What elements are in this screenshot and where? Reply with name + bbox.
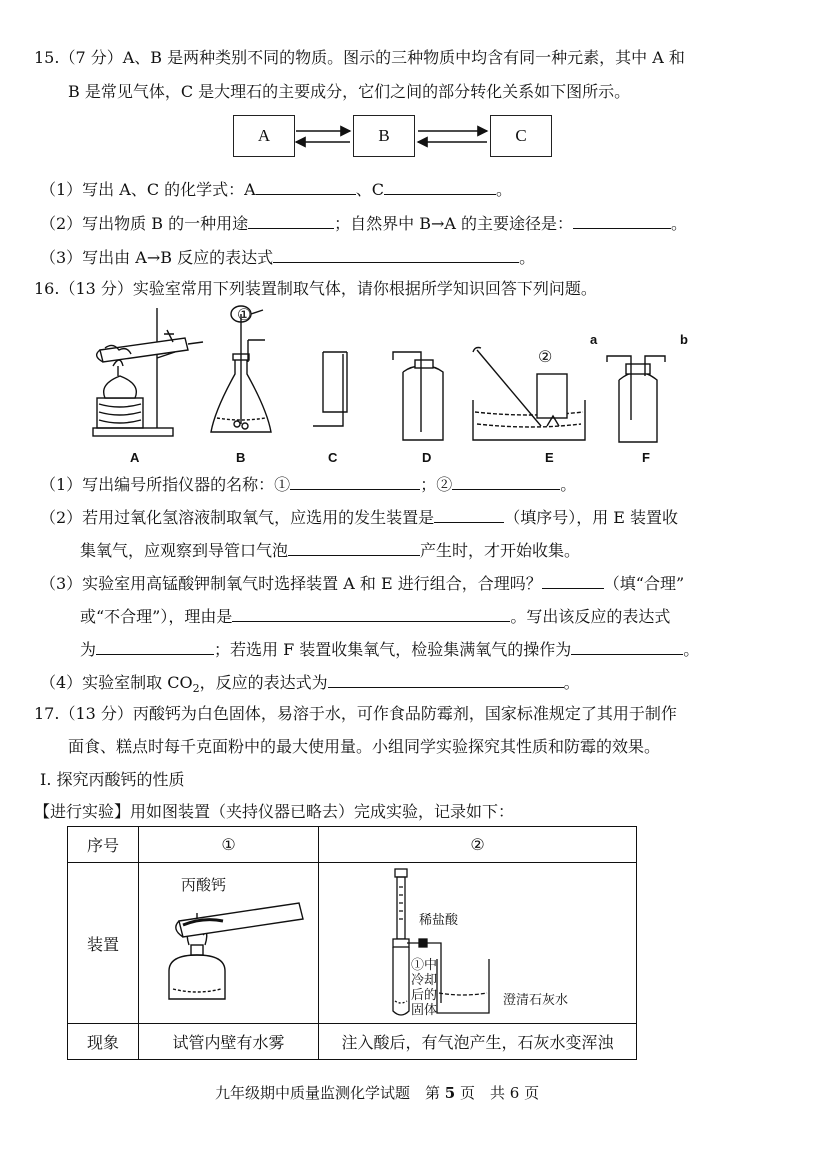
q16-part1: （1）写出编号所指仪器的名称：① ；② 。 — [40, 475, 577, 494]
q16-part3-line1: （3）实验室用高锰酸钾制氧气时选择装置 A 和 E 进行组合，合理吗？ （填“合理” — [40, 574, 685, 593]
port-b-label: b — [680, 332, 688, 347]
q17-stem-line1: 17.（13 分）丙酸钙为白色固体，易溶于水，可作食品防霉剂，国家标准规定了其用于制作 — [34, 704, 677, 723]
q16-part3-line2: 或“不合理”），理由是 。写出该反应的表达式 — [80, 607, 671, 626]
apparatus-c — [313, 352, 347, 426]
q17-experiment-intro: 【进行实验】用如图装置（夹持仪器已略去）完成实验，记录如下： — [34, 802, 515, 821]
fig1-label: 丙酸钙 — [181, 877, 227, 894]
apparatus-label-b: B — [236, 450, 246, 465]
apparatus-label-c: C — [328, 450, 338, 465]
blank-reason[interactable] — [232, 605, 510, 622]
marker-2: ② — [538, 347, 553, 366]
blank-bubbles[interactable] — [288, 539, 420, 556]
q16-part2-line1: （2）若用过氧化氢溶液制取氧气，应选用的发生装置是 （填序号），用 E 装置收 — [40, 508, 679, 527]
blank-c-formula[interactable] — [384, 178, 496, 195]
device-fig-2 — [319, 863, 637, 1024]
q15-part2: （2）写出物质 B 的一种用途 ；自然界中 B→A 的主要途径是： 。 — [40, 214, 688, 233]
q17-stem-line2: 面食、糕点时每千克面粉中的最大使用量。小组同学实验探究其性质和防霉的效果。 — [68, 737, 661, 756]
table-header-no: 序号 — [68, 827, 139, 863]
q16-stem: 16.（13 分）实验室常用下列装置制取气体，请你根据所学知识回答下列问题。 — [34, 279, 597, 298]
table-header-exp2: ② — [319, 827, 637, 863]
apparatus-d — [393, 352, 443, 440]
q16-part3-line3: 为 ；若选用 F 装置收集氧气，检验集满氧气的操作为 。 — [80, 640, 700, 659]
lab-apparatus-figure — [85, 300, 695, 470]
apparatus-label-d: D — [422, 450, 432, 465]
q15-stem-line2: B 是常见气体，C 是大理石的主要成分，它们之间的部分转化关系如下图所示。 — [68, 82, 631, 101]
apparatus-label-e: E — [545, 450, 554, 465]
phenomenon-1: 试管内壁有水雾 — [139, 1024, 319, 1060]
table-row-device-label: 装置 — [68, 863, 139, 1024]
marker-1: ① — [237, 305, 252, 324]
fig2-acid-label: 稀盐酸 — [419, 912, 459, 927]
blank-co2-equation[interactable] — [328, 671, 564, 688]
page-footer: 九年级期中质量监测化学试题 第 5 页 共 6 页 — [215, 1084, 540, 1102]
q17-section-1: Ⅰ. 探究丙酸钙的性质 — [40, 770, 185, 789]
fig2-limewater-label: 澄清石灰水 — [503, 992, 569, 1007]
table-row-phenomenon-label: 现象 — [68, 1024, 139, 1060]
blank-check-full[interactable] — [571, 638, 683, 655]
blank-b-use[interactable] — [248, 212, 334, 229]
box-a: A — [233, 115, 295, 157]
box-b: B — [353, 115, 415, 157]
q15-part1: （1）写出 A、C 的化学式：A 、C 。 — [40, 180, 512, 199]
blank-reasonable[interactable] — [542, 572, 604, 589]
experiment-table — [67, 826, 637, 1060]
q16-part2-line2: 集氧气，应观察到导管口气泡 产生时，才开始收集。 — [80, 541, 581, 560]
blank-instrument-1[interactable] — [290, 473, 420, 490]
box-c: C — [490, 115, 552, 157]
port-a-label: a — [590, 332, 598, 347]
apparatus-label-a: A — [130, 450, 140, 465]
relation-arrows — [290, 115, 496, 157]
fig2-solid-label: ①中 冷却 后的 固体 — [411, 957, 438, 1017]
table-header-exp1: ① — [139, 827, 319, 863]
device-fig-1 — [139, 863, 319, 1024]
apparatus-e — [473, 348, 585, 441]
q16-part4: （4）实验室制取 $CO_2$，反应的表达式为 。 — [40, 673, 580, 696]
blank-instrument-2[interactable] — [452, 473, 560, 490]
q15-stem-line1: 15.（7 分）A、B 是两种类别不同的物质。图示的三种物质中均含有同一种元素，其中 A 和 — [34, 48, 685, 67]
acid-limewater-figure — [319, 863, 636, 1023]
q15-part3: （3）写出由 A→B 反应的表达式 。 — [40, 248, 536, 267]
heating-tube-figure — [139, 863, 318, 1023]
blank-b-to-a-route[interactable] — [573, 212, 671, 229]
blank-kmno4-equation[interactable] — [96, 638, 214, 655]
apparatus-f — [607, 356, 665, 442]
blank-generator[interactable] — [434, 506, 504, 523]
phenomenon-2: 注入酸后，有气泡产生，石灰水变浑浊 — [319, 1024, 637, 1060]
apparatus-a — [93, 308, 203, 436]
apparatus-label-f: F — [642, 450, 650, 465]
blank-a-to-b-equation[interactable] — [273, 246, 519, 263]
page-number: 5 — [444, 1084, 456, 1102]
blank-a-formula[interactable] — [256, 178, 356, 195]
